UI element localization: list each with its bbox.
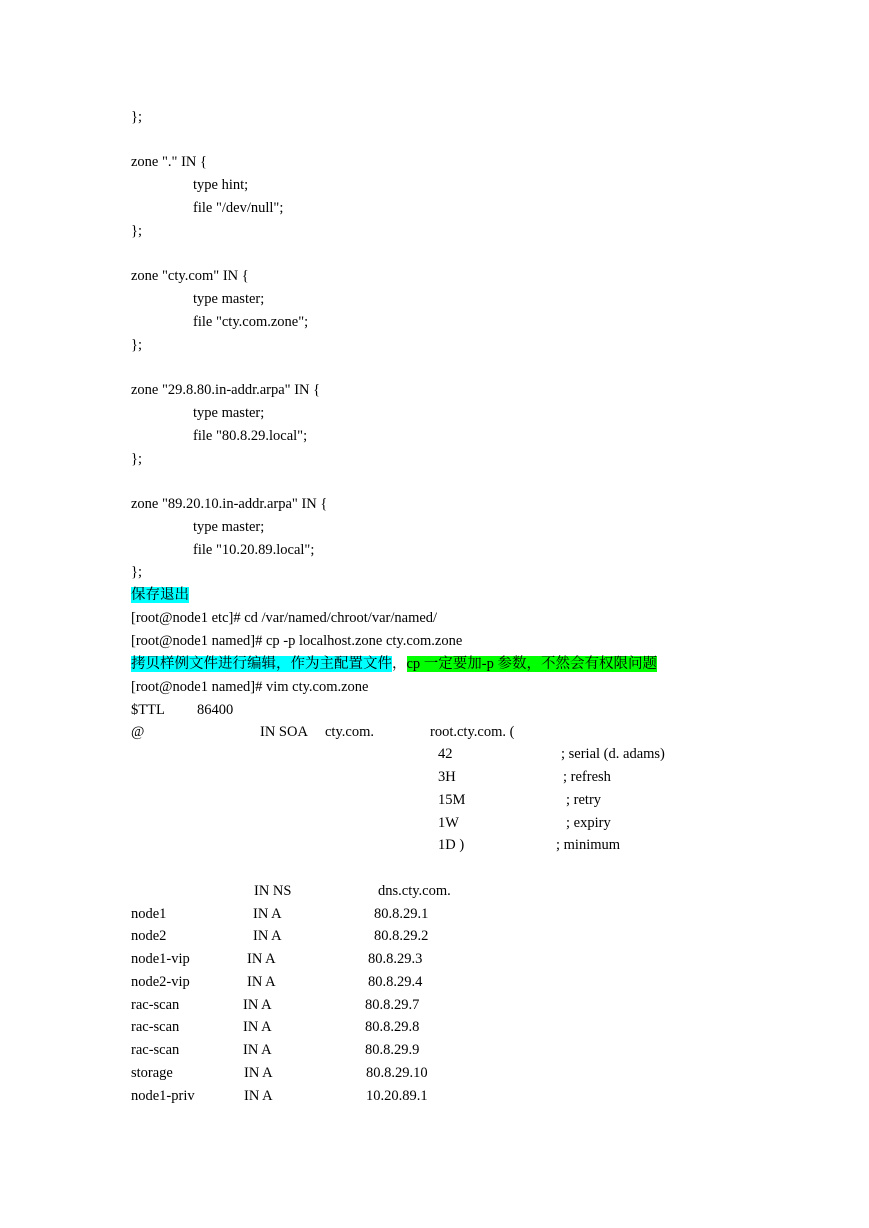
record-value: 80.8.29.9 — [365, 1042, 420, 1058]
vim-command: [root@node1 named]# vim cty.com.zone — [131, 679, 369, 695]
soa-at: @ — [131, 724, 145, 740]
record-value: 80.8.29.10 — [366, 1065, 428, 1081]
ttl-value: 86400 — [197, 702, 234, 718]
soa-field-value: 15M — [438, 792, 466, 808]
soa-field-value: 1D ) — [438, 837, 465, 853]
record-value: 80.8.29.3 — [368, 951, 423, 967]
record-value: 80.8.29.4 — [368, 974, 423, 990]
record-type: IN A — [247, 951, 276, 967]
record-type: IN A — [244, 1065, 273, 1081]
save-note-text: 保存退出 — [131, 587, 189, 603]
close-brace: }; — [131, 109, 142, 125]
cp-command: [root@node1 named]# cp -p localhost.zone cty.com.zone — [131, 633, 463, 649]
soa-type: IN SOA — [260, 724, 308, 740]
copy-note-separator: ， — [392, 656, 407, 672]
zone-rev10-file: file "10.20.89.local"; — [193, 542, 315, 558]
ns-type: IN NS — [254, 883, 292, 899]
soa-contact: root.cty.com. ( — [430, 724, 515, 740]
close-brace: }; — [131, 337, 142, 353]
record-type: IN A — [247, 974, 276, 990]
record-value: 80.8.29.2 — [374, 928, 429, 944]
zone-cty-type: type master; — [193, 291, 265, 307]
save-note — [131, 586, 189, 604]
copy-note — [131, 655, 657, 673]
record-type: IN A — [244, 1088, 273, 1104]
record-type: IN A — [253, 928, 282, 944]
zone-root-header: zone "." IN { — [131, 154, 207, 170]
zone-cty-file: file "cty.com.zone"; — [193, 314, 309, 330]
record-name: rac-scan — [131, 1019, 180, 1035]
close-brace: }; — [131, 564, 142, 580]
soa-origin: cty.com. — [325, 724, 374, 740]
record-value: 80.8.29.1 — [374, 906, 429, 922]
cd-command: [root@node1 etc]# cd /var/named/chroot/var/named/ — [131, 610, 438, 626]
zone-root-file: file "/dev/null"; — [193, 200, 284, 216]
zone-root-type: type hint; — [193, 177, 249, 193]
ns-value: dns.cty.com. — [378, 883, 451, 899]
close-brace: }; — [131, 223, 142, 239]
record-type: IN A — [253, 906, 282, 922]
record-name: node1-vip — [131, 951, 190, 967]
record-name: node1 — [131, 906, 167, 922]
record-name: node1-priv — [131, 1088, 195, 1104]
record-value: 80.8.29.7 — [365, 997, 420, 1013]
record-name: storage — [131, 1065, 173, 1081]
record-name: node2-vip — [131, 974, 190, 990]
copy-note-warning: cp 一定要加-p 参数，不然会有权限问题 — [406, 656, 658, 672]
copy-note-main: 拷贝样例文件进行编辑，作为主配置文件 — [131, 656, 392, 672]
soa-field-value: 1W — [438, 815, 459, 831]
record-value: 80.8.29.8 — [365, 1019, 420, 1035]
soa-field-value: 42 — [438, 746, 453, 762]
close-brace: }; — [131, 451, 142, 467]
record-type: IN A — [243, 1019, 272, 1035]
soa-field-comment: ; refresh — [563, 769, 611, 785]
record-type: IN A — [243, 1042, 272, 1058]
zone-cty-header: zone "cty.com" IN { — [131, 268, 249, 284]
soa-field-value: 3H — [438, 769, 456, 785]
record-name: rac-scan — [131, 997, 180, 1013]
soa-field-comment: ; expiry — [566, 815, 611, 831]
zone-rev80-header: zone "29.8.80.in-addr.arpa" IN { — [131, 382, 321, 398]
zone-rev80-type: type master; — [193, 405, 265, 421]
record-name: rac-scan — [131, 1042, 180, 1058]
ttl-label: $TTL — [131, 702, 165, 718]
record-type: IN A — [243, 997, 272, 1013]
zone-rev80-file: file "80.8.29.local"; — [193, 428, 308, 444]
soa-field-comment: ; minimum — [556, 837, 621, 853]
zone-rev10-type: type master; — [193, 519, 265, 535]
record-value: 10.20.89.1 — [366, 1088, 428, 1104]
record-name: node2 — [131, 928, 167, 944]
zone-rev10-header: zone "89.20.10.in-addr.arpa" IN { — [131, 496, 328, 512]
soa-field-comment: ; serial (d. adams) — [561, 746, 665, 762]
soa-field-comment: ; retry — [566, 792, 602, 808]
